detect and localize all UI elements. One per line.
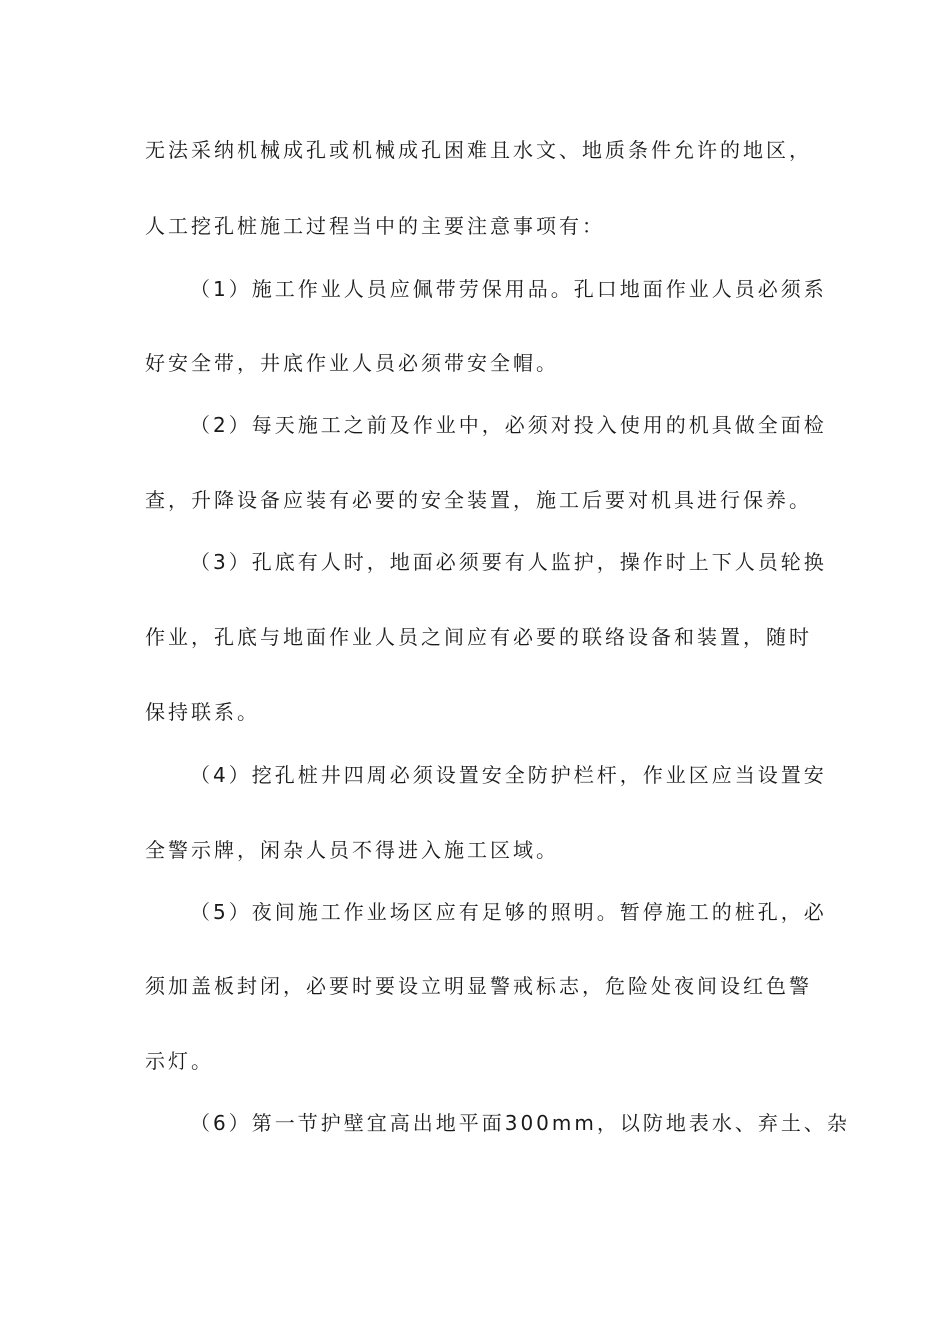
text-line: 作业，孔底与地面作业人员之间应有必要的联络设备和装置，随时 (145, 625, 812, 649)
paragraph-2-line: （2）每天施工之前及作业中，必须对投入使用的机具做全面检 (190, 413, 827, 437)
paragraph-5-line: （5）夜间施工作业场区应有足够的照明。暂停施工的桩孔，必 (190, 900, 827, 924)
text-line: 好安全带，井底作业人员必须带安全帽。 (145, 351, 559, 375)
paragraph-6-line: （6）第一节护壁宜高出地平面300mm，以防地表水、弃土、杂 (190, 1111, 850, 1135)
text-line: 保持联系。 (145, 700, 260, 724)
text-line: 全警示牌，闲杂人员不得进入施工区域。 (145, 838, 559, 862)
text-line: 人工挖孔桩施工过程当中的主要注意事项有： (145, 214, 605, 238)
text-line: 无法采纳机械成孔或机械成孔困难且水文、地质条件允许的地区， (145, 138, 812, 162)
paragraph-4-line: （4）挖孔桩井四周必须设置安全防护栏杆，作业区应当设置安 (190, 763, 827, 787)
text-line: 示灯。 (145, 1049, 214, 1073)
text-line: 查，升降设备应装有必要的安全装置，施工后要对机具进行保养。 (145, 488, 812, 512)
text-line: 须加盖板封闭，必要时要设立明显警戒标志，危险处夜间设红色警 (145, 974, 812, 998)
paragraph-1-line: （1）施工作业人员应佩带劳保用品。孔口地面作业人员必须系 (190, 277, 827, 301)
paragraph-3-line: （3）孔底有人时，地面必须要有人监护，操作时上下人员轮换 (190, 550, 827, 574)
